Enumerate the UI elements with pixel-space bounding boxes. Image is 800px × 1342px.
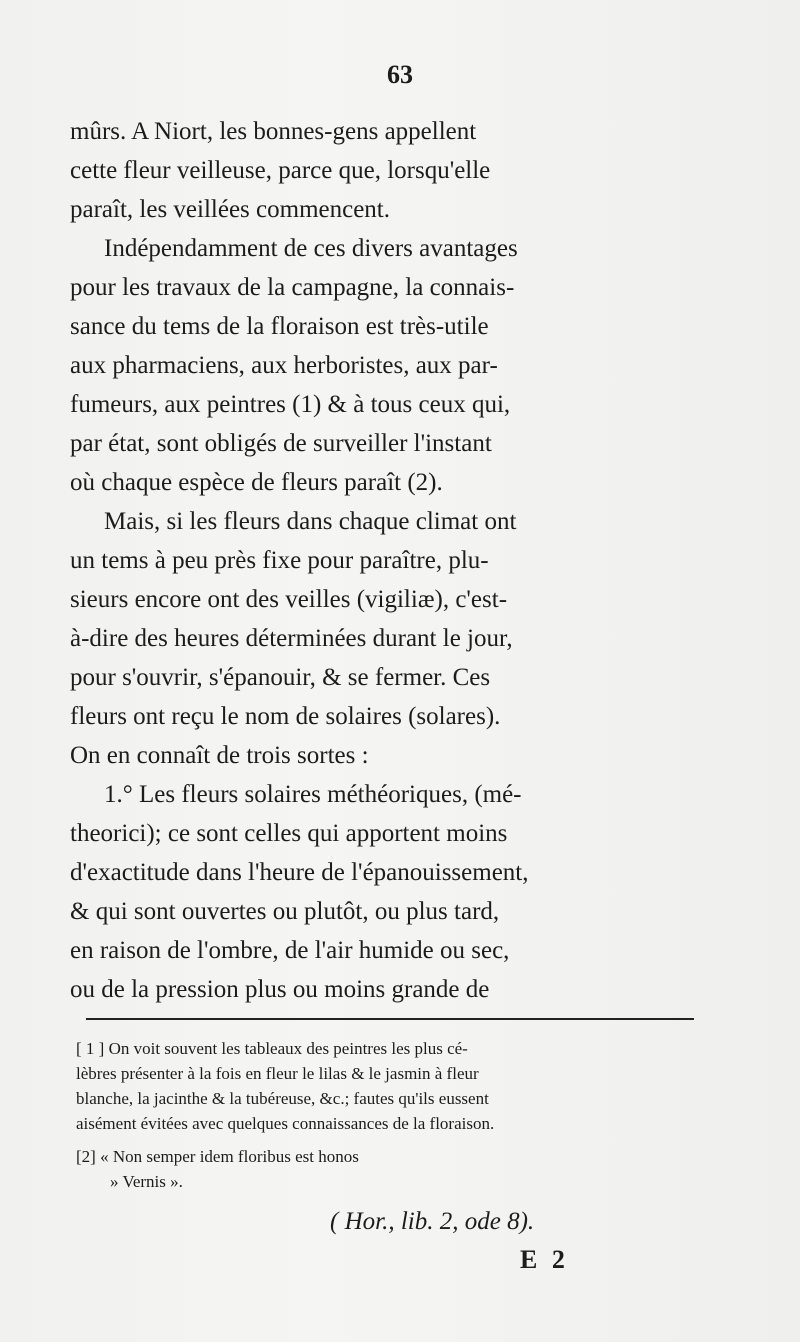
text-line: ou de la pression plus ou moins grande de — [70, 976, 490, 1003]
text-line: cette fleur veilleuse, parce que, lorsqu'elle — [70, 157, 491, 184]
text-line: fleurs ont reçu le nom de solaires (solares). — [70, 703, 501, 730]
footnote-2 — [76, 1144, 696, 1194]
text-line: Indépendamment de ces divers avantages — [104, 235, 518, 262]
paragraph-4 — [70, 775, 694, 1009]
footnotes — [76, 1036, 696, 1194]
text-line: pour s'ouvrir, s'épanouir, & se fermer. Ces — [70, 664, 491, 691]
horace-citation: ( Hor., lib. 2, ode 8). — [330, 1208, 535, 1235]
text-line: un tems à peu près fixe pour paraître, plu- — [70, 547, 489, 574]
text-line: & qui sont ouvertes ou plutôt, ou plus tard, — [70, 898, 500, 925]
footnote-line: blanche, la jacinthe & la tubéreuse, &c.; fautes qu'ils eussent — [76, 1089, 489, 1108]
text-line: fumeurs, aux peintres (1) & à tous ceux qui, — [70, 391, 511, 418]
main-text — [70, 112, 694, 1009]
text-line: Mais, si les fleurs dans chaque climat ont — [104, 508, 517, 535]
text-line: sance du tems de la floraison est très-utile — [70, 313, 489, 340]
paragraph-3 — [70, 502, 694, 775]
text-line: paraît, les veillées commencent. — [70, 196, 391, 223]
footnote-line: [2] « Non semper idem floribus est honos — [76, 1147, 359, 1166]
text-line: sieurs encore ont des veilles (vigiliæ), c'est- — [70, 586, 508, 613]
text-line: mûrs. A Niort, les bonnes-gens appellent — [70, 118, 477, 145]
text-line: 1.° Les fleurs solaires méthéoriques, (mé- — [104, 781, 522, 808]
footnote-1 — [76, 1036, 696, 1136]
text-line: à-dire des heures déterminées durant le jour, — [70, 625, 513, 652]
text-line: pour les travaux de la campagne, la connais- — [70, 274, 515, 301]
text-line: theorici); ce sont celles qui apportent moins — [70, 820, 508, 847]
footnote-line: [ 1 ] On voit souvent les tableaux des peintres les plus cé- — [76, 1039, 468, 1058]
signature-mark: E 2 — [520, 1245, 569, 1274]
text-line: On en connaît de trois sortes : — [70, 742, 369, 769]
text-line: par état, sont obligés de surveiller l'instant — [70, 430, 492, 457]
footnote-divider — [86, 1018, 694, 1020]
text-line: aux pharmaciens, aux herboristes, aux par- — [70, 352, 498, 379]
footnote-spacer — [76, 1136, 696, 1144]
page-number: 63 — [387, 60, 413, 89]
paragraph-1 — [70, 112, 694, 229]
paragraph-2 — [70, 229, 694, 502]
footnote-line: » Vernis ». — [110, 1172, 183, 1191]
text-line: d'exactitude dans l'heure de l'épanouissement, — [70, 859, 529, 886]
footnote-line: aisément évitées avec quelques connaissances de la floraison. — [76, 1114, 495, 1133]
text-line: où chaque espèce de fleurs paraît (2). — [70, 469, 443, 496]
footnote-line: lèbres présenter à la fois en fleur le lilas & le jasmin à fleur — [76, 1064, 479, 1083]
text-line: en raison de l'ombre, de l'air humide ou sec, — [70, 937, 510, 964]
